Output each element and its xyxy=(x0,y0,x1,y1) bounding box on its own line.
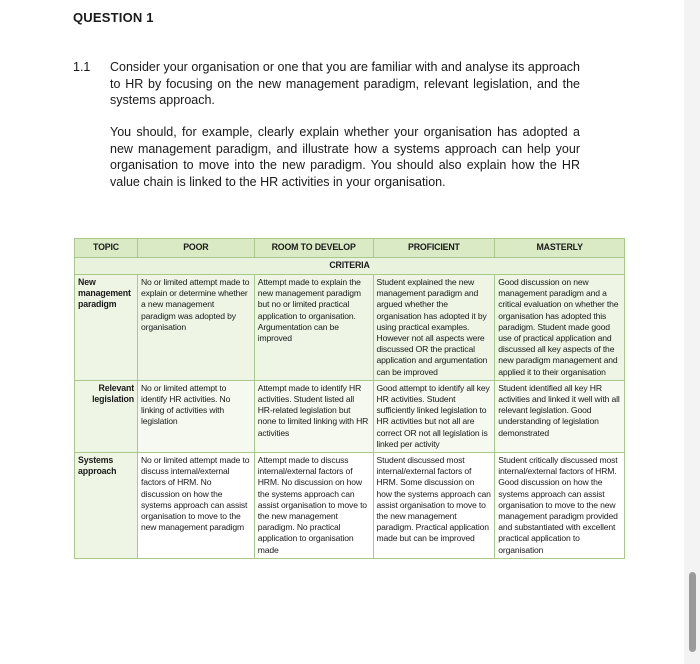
table-row xyxy=(75,275,625,381)
rubric-header-row xyxy=(75,239,625,258)
topic-cell: Systems approach xyxy=(75,453,138,559)
proficient-cell: Good attempt to identify all key HR activities. Student sufficiently linked legislation to HR activities but not all are correct OR not all legislation is linked per activity xyxy=(373,380,495,452)
scrollbar-thumb[interactable] xyxy=(689,572,696,652)
criteria-row xyxy=(75,258,625,275)
criteria-label: CRITERIA xyxy=(75,258,625,275)
poor-cell: No or limited attempt made to explain or determine whether a new management paradigm was adopted by organisation xyxy=(137,275,254,381)
question-heading: QUESTION 1 xyxy=(73,10,154,25)
masterly-cell: Good discussion on new management paradigm and a critical evaluation on whether the organisation has adopted this paradigm. Student made good use of practical application and discussed all key aspects of the new paradigm management and applied it to their organisation xyxy=(495,275,625,381)
question-paragraph-1: Consider your organisation or one that you are familiar with and analyse its approach to HR by focusing on the new management paradigm, relevant legislation, and the systems approach. xyxy=(110,60,580,107)
topic-cell: New management paradigm xyxy=(75,275,138,381)
proficient-cell: Student discussed most internal/external factors of HRM. Some discussion on how the systems approach can assist organisation to move to the new management paradigm. Practical application made but can be improved xyxy=(373,453,495,559)
scrollbar-track[interactable] xyxy=(684,0,700,664)
develop-cell: Attempt made to explain the new management paradigm but no or limited practical application to organisation. Argumentation can be improved xyxy=(254,275,373,381)
table-row xyxy=(75,453,625,559)
header-room-to-develop: ROOM TO DEVELOP xyxy=(254,239,373,258)
poor-cell: No or limited attempt made to discuss internal/external factors of HRM. No discussion on how the systems approach can assist organisation to move to the new management paradigm xyxy=(137,453,254,559)
header-masterly: MASTERLY xyxy=(495,239,625,258)
question-number: 1.1 xyxy=(73,60,91,74)
develop-cell: Attempt made to discuss internal/external factors of HRM. No discussion on how the systems approach can assist organisation to move to the new management paradigm. No practical application to organisation made xyxy=(254,453,373,559)
proficient-cell: Student explained the new management paradigm and argued whether the organisation has adopted it by using practical examples. However not all aspects were discussed OR the practical application and argumentation can be improved xyxy=(373,275,495,381)
rubric-table xyxy=(74,238,625,559)
header-poor: POOR xyxy=(137,239,254,258)
poor-cell: No or limited attempt to identify HR activities. No linking of activities with legislation xyxy=(137,380,254,452)
masterly-cell: Student critically discussed most internal/external factors of HRM. Good discussion on how the systems approach can assist organisation to move to the new management paradigm provided and substantiated with excellent practical application to organisation xyxy=(495,453,625,559)
table-row xyxy=(75,380,625,452)
topic-cell: Relevant legislation xyxy=(75,380,138,452)
header-proficient: PROFICIENT xyxy=(373,239,495,258)
develop-cell: Attempt made to identify HR activities. Student listed all HR-related legislation but none to limited linking with HR activities xyxy=(254,380,373,452)
masterly-cell: Student identified all key HR activities and linked it well with all relevant legislation. Good understanding of legislation demonstrated xyxy=(495,380,625,452)
question-paragraph-2: You should, for example, clearly explain whether your organisation has adopted a new management paradigm, and illustrate how a systems approach can help your organisation to move into the new paradigm. You should also explain how the HR value chain is linked to the HR activities in your organisation. xyxy=(110,125,580,189)
header-topic: TOPIC xyxy=(75,239,138,258)
